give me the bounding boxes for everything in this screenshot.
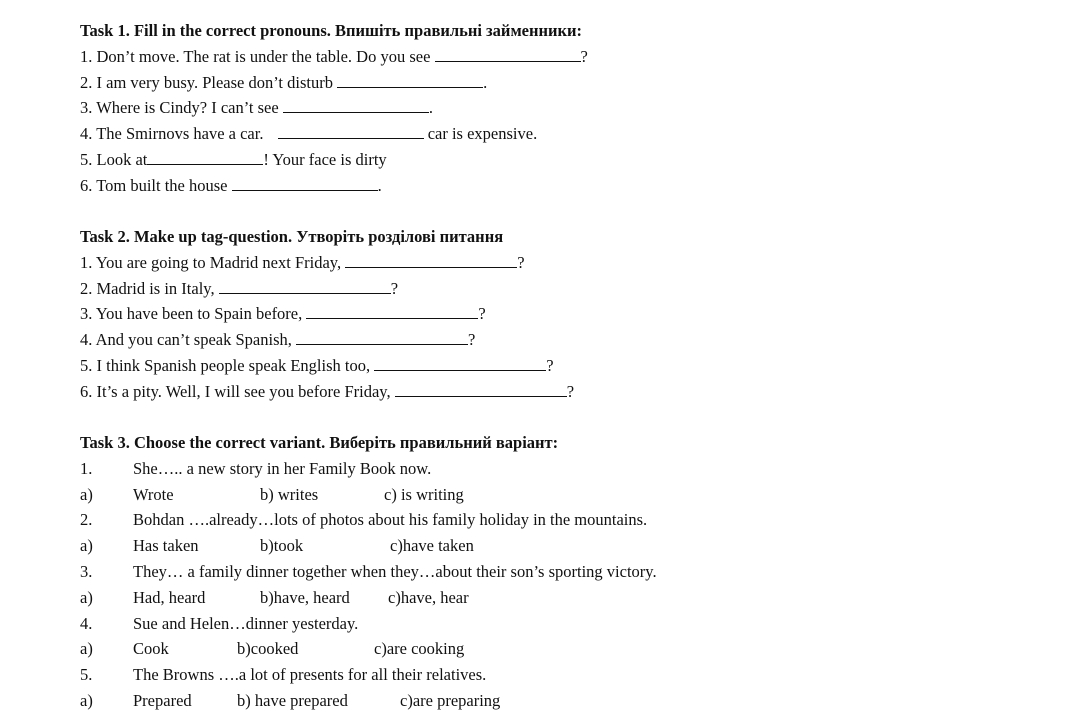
task-2-heading: Task 2. Make up tag-question. Утворіть розділові питання <box>80 227 504 246</box>
task-2-item <box>80 379 574 405</box>
task-1 <box>80 18 588 199</box>
item-end: . <box>377 175 382 195</box>
answer-blank <box>337 71 483 88</box>
option-label: a) <box>80 587 93 607</box>
option-b: b) writes <box>260 484 319 504</box>
task-3 <box>80 430 657 714</box>
item-text: 5. Look at <box>80 149 148 169</box>
item-text: 3. Where is Cindy? I can’t see <box>80 98 283 118</box>
item-end: ? <box>566 381 575 401</box>
item-text: 6. It’s a pity. Well, I will see you before Friday, <box>80 381 395 401</box>
question-row <box>80 611 558 637</box>
answer-blank <box>374 354 546 371</box>
options-row <box>80 482 558 508</box>
item-end: ! Your face is dirty <box>263 149 387 169</box>
task-1-item <box>80 173 588 199</box>
item-end: ? <box>580 46 588 66</box>
task-2-item <box>80 301 574 327</box>
task-1-item <box>80 121 588 147</box>
item-end: . <box>428 98 433 118</box>
item-text: 1. You are going to Madrid next Friday, <box>80 252 346 272</box>
task-2-item <box>80 276 574 302</box>
answer-blank <box>147 148 263 165</box>
option-a: Wrote <box>133 484 174 504</box>
options-row <box>80 636 558 662</box>
item-end: ? <box>478 304 486 324</box>
options-row <box>80 688 558 714</box>
option-label: a) <box>80 690 93 710</box>
item-text: 1. Don’t move. The rat is under the table. Do you see <box>80 46 435 66</box>
item-end: ? <box>546 355 554 375</box>
option-label: a) <box>80 484 93 504</box>
option-b: b)have, heard <box>260 587 350 607</box>
task-1-item <box>80 44 588 70</box>
option-c: c)are preparing <box>400 690 501 710</box>
task-2-item <box>80 353 574 379</box>
task-2 <box>80 224 574 405</box>
question-row <box>80 559 657 585</box>
question-number: 5. <box>80 665 93 685</box>
option-a: Had, heard <box>133 587 206 607</box>
question-text: They… a family dinner together when they…about their son’s sporting victory. <box>133 561 657 581</box>
task-1-heading: Task 1. Fill in the correct pronouns. Впишіть правильні займенники: <box>80 21 583 40</box>
answer-blank <box>306 302 478 319</box>
question-number: 3. <box>80 561 93 581</box>
answer-blank <box>283 96 429 113</box>
question-number: 2. <box>80 510 93 530</box>
question-row <box>80 456 558 482</box>
option-a: Prepared <box>133 690 192 710</box>
item-text: 5. I think Spanish people speak English too, <box>80 355 375 375</box>
option-b: b)took <box>260 536 304 556</box>
option-label: a) <box>80 639 93 659</box>
option-c: c)are cooking <box>374 639 465 659</box>
question-text: Bohdan ….already…lots of photos about his family holiday in the mountains. <box>133 510 648 530</box>
option-a: Cook <box>133 639 169 659</box>
item-end: ? <box>517 252 525 272</box>
task-3-heading: Task 3. Choose the correct variant. Виберіть правильний варіант: <box>80 433 559 452</box>
item-text: 4. The Smirnovs have a car. <box>80 124 268 144</box>
answer-blank <box>278 122 424 139</box>
options-row <box>80 533 558 559</box>
option-c: c) is writing <box>384 484 464 504</box>
option-label: a) <box>80 536 93 556</box>
question-text: She….. a new story in her Family Book now. <box>133 458 432 478</box>
question-row <box>80 662 558 688</box>
answer-blank <box>435 45 581 62</box>
answer-blank <box>395 380 567 397</box>
item-end: ? <box>390 278 399 298</box>
question-number: 1. <box>80 458 93 478</box>
item-end: car is expensive. <box>423 124 538 144</box>
question-text: The Browns ….a lot of presents for all their relatives. <box>133 665 487 685</box>
task-2-item <box>80 250 574 276</box>
task-1-item <box>80 147 588 173</box>
answer-blank <box>232 174 378 191</box>
option-c: c)have taken <box>390 536 474 556</box>
item-text: 3. You have been to Spain before, <box>80 304 307 324</box>
item-text: 2. I am very busy. Please don’t disturb <box>80 72 338 92</box>
options-row <box>80 585 558 611</box>
option-c: c)have, hear <box>388 587 469 607</box>
answer-blank <box>345 251 517 268</box>
option-a: Has taken <box>133 536 199 556</box>
task-1-item <box>80 70 588 96</box>
question-text: Sue and Helen…dinner yesterday. <box>133 613 359 633</box>
item-text: 6. Tom built the house <box>80 175 232 195</box>
option-b: b)cooked <box>237 639 299 659</box>
item-end: ? <box>468 330 476 350</box>
task-2-item <box>80 327 574 353</box>
item-end: . <box>483 72 488 92</box>
question-number: 4. <box>80 613 93 633</box>
option-b: b) have prepared <box>237 690 348 710</box>
answer-blank <box>296 328 468 345</box>
item-text: 2. Madrid is in Italy, <box>80 278 219 298</box>
task-1-item <box>80 95 588 121</box>
answer-blank <box>219 277 391 294</box>
question-row <box>80 507 648 533</box>
item-text: 4. And you can’t speak Spanish, <box>80 330 297 350</box>
